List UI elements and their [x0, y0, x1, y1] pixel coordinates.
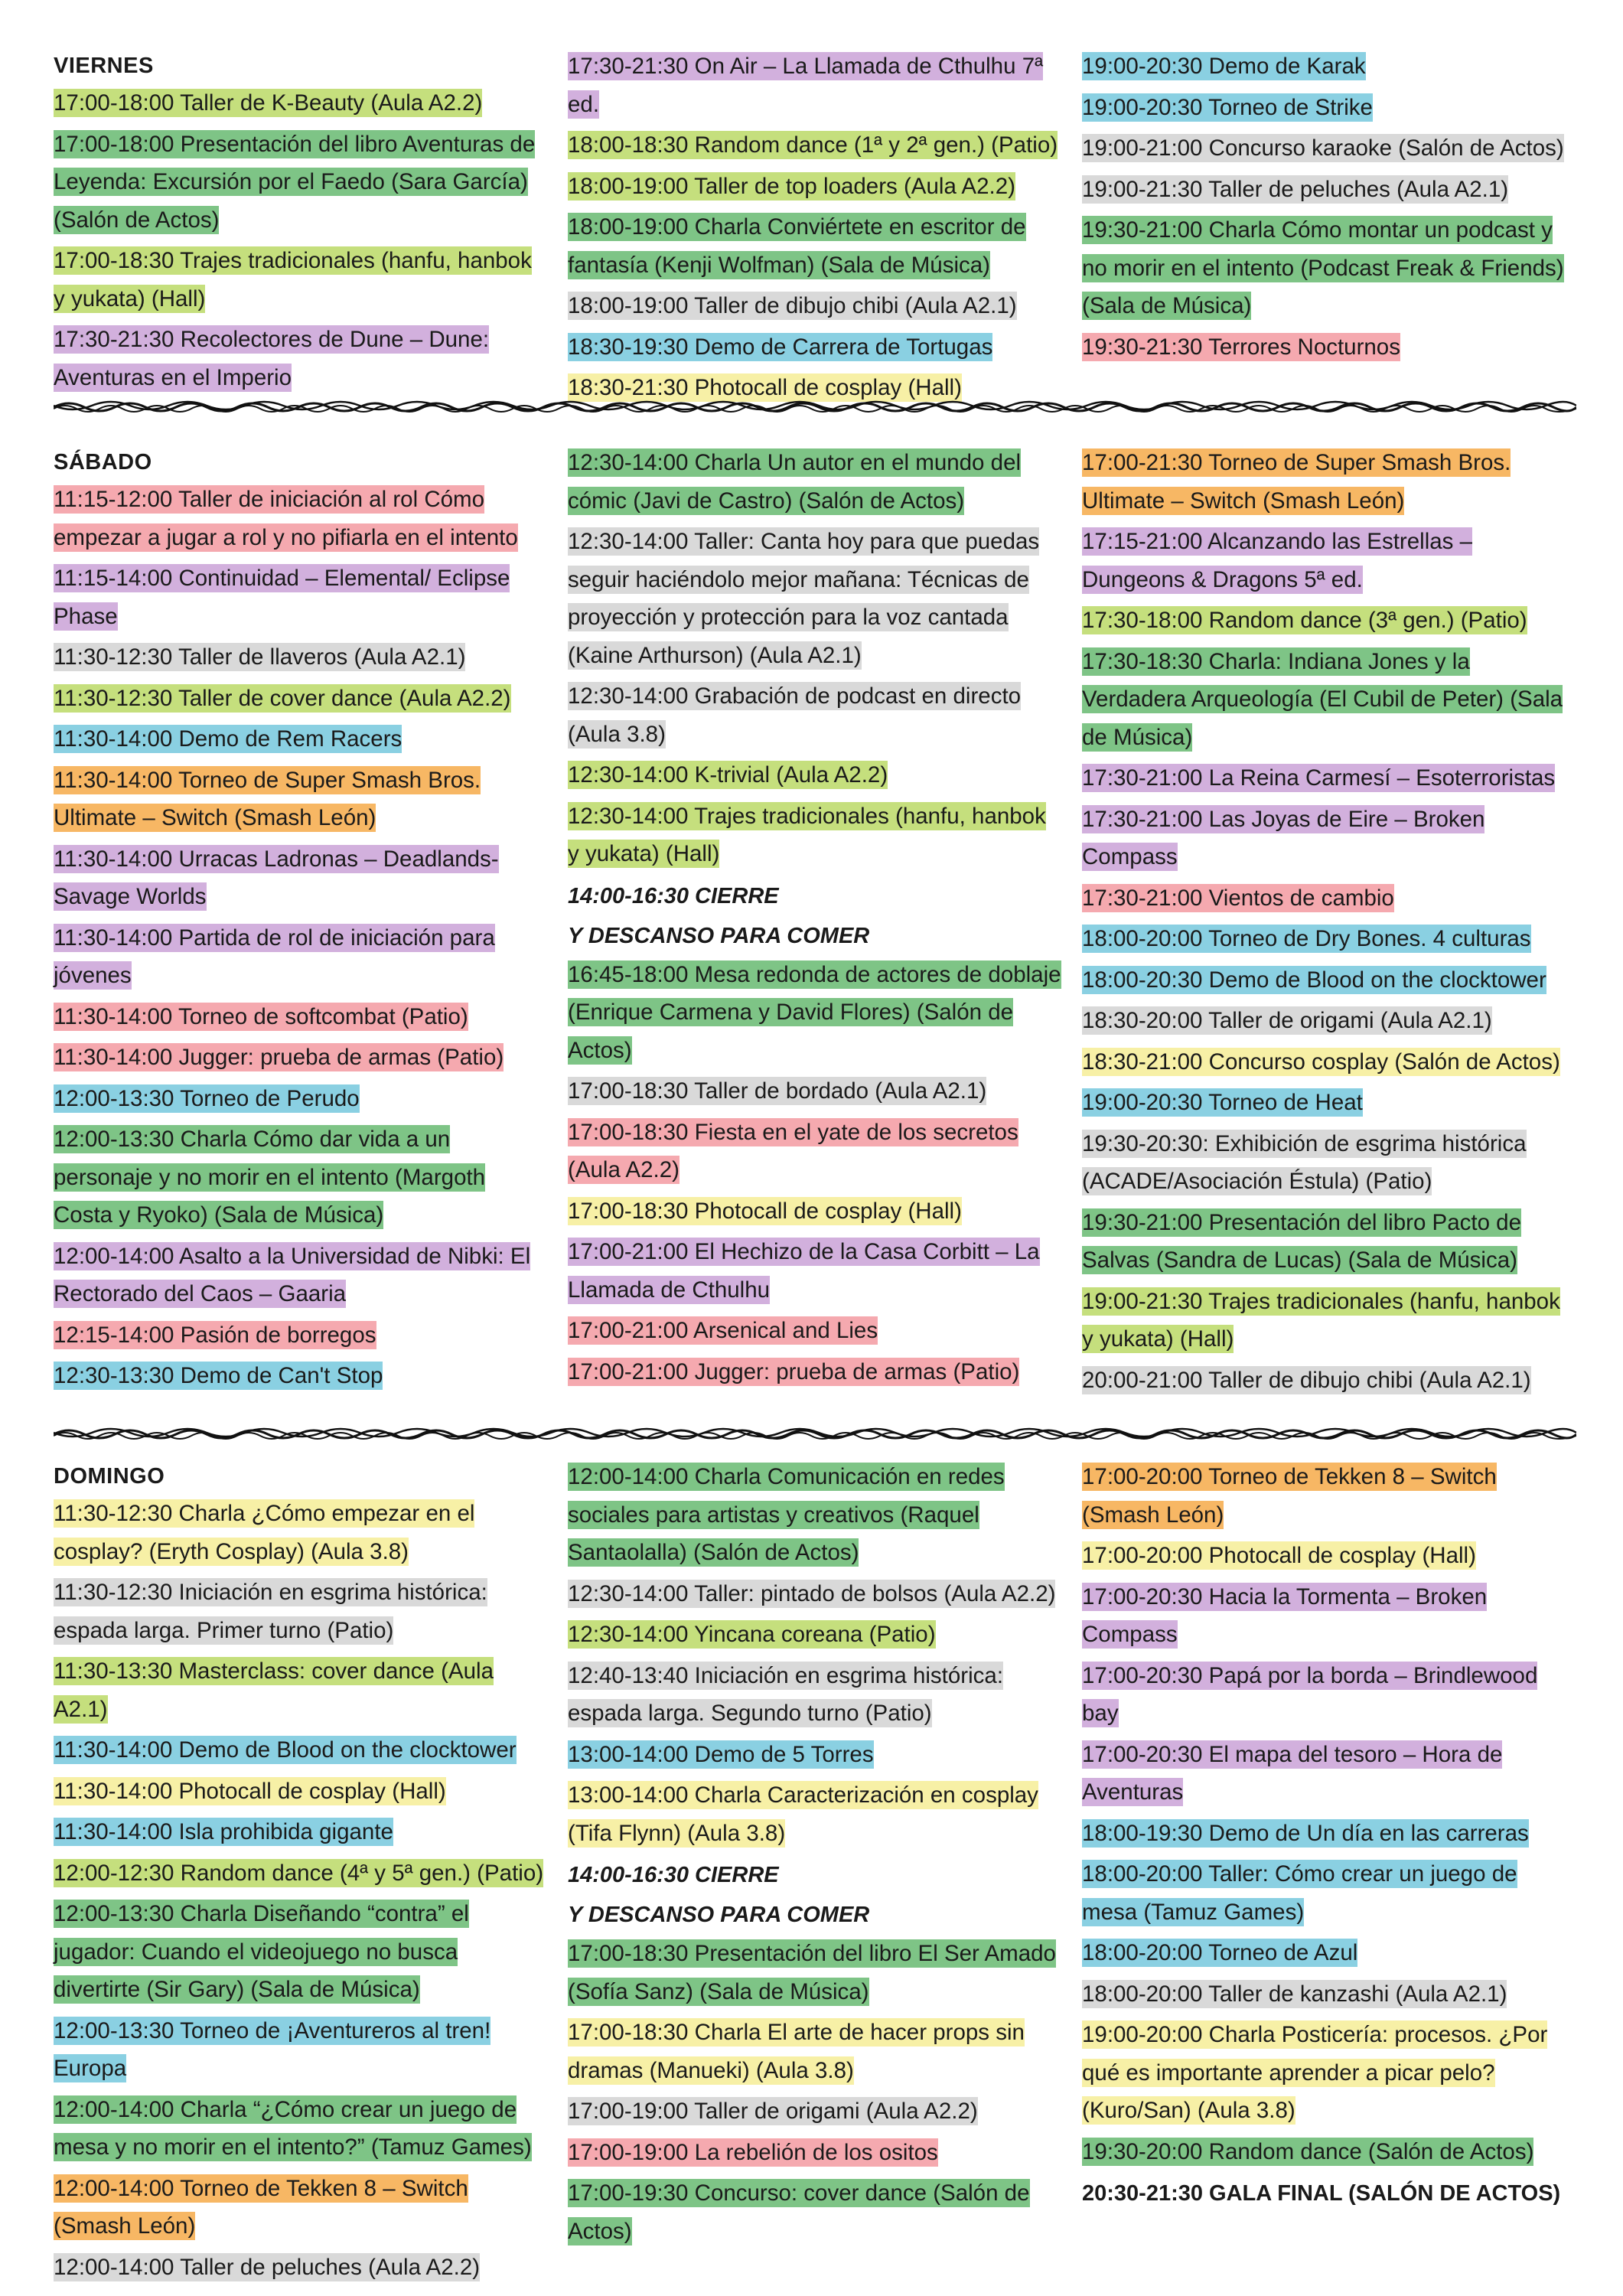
- schedule-event: [54, 126, 548, 240]
- saturday-col-3: [1082, 444, 1576, 1402]
- event-text: 11:30-14:00 Torneo de Super Smash Bros. Ultimate – Switch (Smash León): [54, 767, 481, 830]
- schedule-event: [54, 2091, 548, 2167]
- schedule-event: [1082, 1657, 1576, 1733]
- event-text: 17:30-21:30 On Air – La Llamada de Cthulhu 7ª ed.: [568, 54, 1044, 117]
- event-text: 17:00-18:30 Charla El arte de hacer props sin dramas (Manueki) (Aula 3.8): [568, 2020, 1025, 2083]
- event-text: 18:00-19:00 Charla Conviértete en escritor de fantasía (Kenji Wolfman) (Sala de Música): [568, 214, 1026, 278]
- schedule-event: [54, 680, 548, 718]
- sunday-section: [54, 1458, 1576, 2280]
- lunch-break-line-1: 14:00-16:30 CIERRE: [568, 883, 779, 908]
- event-text: 19:00-21:00 Concurso karaoke (Salón de Actos): [1082, 135, 1564, 161]
- event-text: 12:40-13:40 Iniciación en esgrima histórica: espada larga. Segundo turno (Patio): [568, 1662, 1004, 1726]
- wavy-divider: [54, 398, 1576, 416]
- event-text: 12:30-14:00 Grabación de podcast en directo (Aula 3.8): [568, 683, 1022, 747]
- schedule-event: [1082, 920, 1576, 958]
- lunch-break-notice: [568, 876, 1062, 956]
- schedule-event: [568, 444, 1062, 520]
- schedule-event: [568, 47, 1062, 123]
- schedule-event: [568, 1575, 1062, 1613]
- event-text: 19:00-20:00 Charla Posticería: procesos. ¿Por qué es importante aprender a picar pelo?(Kuro/San) (Aula 3.8): [1082, 2022, 1548, 2123]
- schedule-event: [54, 998, 548, 1036]
- event-text: 18:30-19:30 Demo de Carrera de Tortugas: [568, 334, 993, 360]
- event-text: 11:15-14:00 Continuidad – Elemental/ Eclipse Phase: [54, 566, 510, 629]
- schedule-event: [1082, 444, 1576, 520]
- event-text: 12:00-12:30 Random dance (4ª y 5ª gen.) (Patio): [54, 1860, 544, 1886]
- event-text: 11:30-14:00 Partida de rol de iniciación para jóvenes: [54, 925, 495, 988]
- schedule-event: [1082, 1736, 1576, 1812]
- schedule-event: [54, 1773, 548, 1811]
- schedule-event: [54, 1895, 548, 2009]
- event-text: 12:00-14:00 Charla Comunicación en redes sociales para artistas y creativos (Raquel Santaolalla) (Salón de Actos): [568, 1464, 1005, 1565]
- schedule-event: [54, 2170, 548, 2245]
- event-text: 17:00-20:30 El mapa del tesoro – Hora de Aventuras: [1082, 1741, 1503, 1805]
- schedule-event: [1082, 879, 1576, 918]
- event-text: 12:00-14:00 Charla “¿Cómo crear un juego de mesa y no morir en el intento?” (Tamuz Games): [54, 2096, 532, 2160]
- schedule-event: [1082, 801, 1576, 876]
- event-text: 12:15-14:00 Pasión de borregos: [54, 1322, 376, 1348]
- schedule-event: [54, 638, 548, 677]
- schedule-event: [54, 559, 548, 635]
- schedule-event: [1082, 961, 1576, 1000]
- schedule-event: [568, 168, 1062, 206]
- event-text: 17:00-19:00 La rebelión de los ositos: [568, 2139, 938, 2165]
- schedule-event: [568, 1616, 1062, 1654]
- event-text: 12:00-13:30 Torneo de Perudo: [54, 1085, 360, 1111]
- event-text: 12:30-14:00 Yincana coreana (Patio): [568, 1622, 936, 1647]
- event-text: 12:00-13:30 Charla Diseñando “contra” el jugador: Cuando el videojuego no busca divertirte (Sir Gary) (Sala de Música): [54, 1901, 469, 2002]
- lunch-break-notice: [568, 1855, 1062, 1935]
- schedule-event: [568, 956, 1062, 1070]
- event-text: 17:00-18:30 Trajes tradicionales (hanfu, hanbok y yukata) (Hall): [54, 248, 532, 311]
- event-text: 18:00-20:00 Torneo de Dry Bones. 4 culturas: [1082, 926, 1531, 951]
- schedule-event: [54, 1357, 548, 1395]
- schedule-event: [568, 2092, 1062, 2131]
- event-text: 18:00-19:00 Taller de dibujo chibi (Aula A2.1): [568, 293, 1017, 318]
- schedule-event: [568, 2174, 1062, 2250]
- event-text: 17:00-19:00 Taller de origami (Aula A2.2): [568, 2099, 978, 2124]
- saturday-col-1: [54, 444, 548, 1402]
- event-text: 17:00-20:00 Torneo de Tekken 8 – Switch (Smash León): [1082, 1464, 1497, 1528]
- event-text: 11:30-12:30 Taller de cover dance (Aula A2.2): [54, 685, 511, 711]
- friday-section: [54, 47, 1576, 400]
- schedule-event: [54, 2012, 548, 2088]
- schedule-event: [1082, 523, 1576, 598]
- event-text: 12:00-14:00 Taller de peluches (Aula A2.2): [54, 2254, 481, 2280]
- event-text: 18:30-21:00 Concurso cosplay (Salón de Actos): [1082, 1049, 1560, 1075]
- event-text: 17:00-21:00 El Hechizo de la Casa Corbitt – La Llamada de Cthulhu: [568, 1239, 1040, 1303]
- event-text: 11:30-14:00 Torneo de softcombat (Patio): [54, 1003, 468, 1029]
- schedule-event: [568, 1776, 1062, 1852]
- event-text: 17:00-20:30 Hacia la Tormenta – Broken Compass: [1082, 1583, 1488, 1647]
- lunch-break-line-2: Y DESCANSO PARA COMER: [568, 1903, 870, 1927]
- event-text: 11:30-14:00 Isla prohibida gigante: [54, 1819, 393, 1844]
- event-text: 11:30-14:00 Demo de Rem Racers: [54, 726, 402, 752]
- event-text: 18:00-19:30 Demo de Un día en las carreras: [1082, 1820, 1529, 1846]
- event-text: 19:30-21:00 Charla Cómo montar un podcast y no morir en el intento (Podcast Freak & Friends) (Sala de Música): [1082, 217, 1564, 318]
- schedule-event: [1082, 211, 1576, 325]
- schedule-event: [1082, 1975, 1576, 2014]
- event-text: 11:30-13:30 Masterclass: cover dance (Aula A2.1): [54, 1658, 494, 1722]
- schedule-event: [54, 481, 548, 556]
- event-text: 18:00-19:00 Taller de top loaders (Aula A2.2): [568, 173, 1015, 199]
- schedule-event: [568, 287, 1062, 325]
- schedule-event: [568, 2134, 1062, 2172]
- event-text: 12:00-13:30 Charla Cómo dar vida a un personaje y no morir en el intento (Margoth Costa y Ryoko) (Sala de Música): [54, 1127, 486, 1228]
- event-text: 17:00-20:30 Papá por la borda – Brindlewood bay: [1082, 1662, 1538, 1726]
- schedule-event: [1082, 1125, 1576, 1201]
- event-text: 18:00-20:00 Taller de kanzashi (Aula A2.1): [1082, 1981, 1507, 2007]
- event-text: 17:30-21:00 La Reina Carmesí – Esoterroristas: [1082, 765, 1556, 791]
- event-text: 19:30-21:30 Terrores Nocturnos: [1082, 334, 1400, 360]
- schedule-event: [568, 2014, 1062, 2089]
- schedule-event: [54, 919, 548, 995]
- event-text: 19:30-20:30: Exhibición de esgrima histórica (ACADE/Asociación Éstula) (Patio): [1082, 1130, 1527, 1194]
- event-text: 12:30-14:00 Trajes tradicionales (hanfu, hanbok y yukata) (Hall): [568, 803, 1046, 866]
- sunday-col-2: [568, 1458, 1062, 2289]
- event-text: 12:30-14:00 Charla Un autor en el mundo del cómic (Javi de Castro) (Salón de Actos): [568, 450, 1022, 514]
- schedule-event: [1082, 1084, 1576, 1122]
- day-title-friday: VIERNES: [54, 54, 154, 78]
- schedule-event: [1082, 1855, 1576, 1931]
- event-text: 17:00-18:00 Presentación del libro Aventuras de Leyenda: Excursión por el Faedo (Sara García) (Salón de Actos): [54, 131, 536, 233]
- day-title-saturday: SÁBADO: [54, 450, 152, 475]
- event-text: 17:00-18:30 Photocall de cosplay (Hall): [568, 1198, 962, 1224]
- schedule-event: [1082, 171, 1576, 209]
- event-text: 12:30-14:00 Taller: pintado de bolsos (Aula A2.2): [568, 1580, 1056, 1606]
- schedule-event: [568, 1233, 1062, 1309]
- event-text: 17:00-21:00 Jugger: prueba de armas (Patio): [568, 1358, 1020, 1384]
- lunch-break-line-2: Y DESCANSO PARA COMER: [568, 923, 870, 948]
- schedule-event: [568, 1353, 1062, 1391]
- schedule-event: [568, 756, 1062, 794]
- friday-col-1: [54, 47, 548, 410]
- schedule-event: [1082, 47, 1576, 86]
- schedule-event: [54, 840, 548, 916]
- schedule-event: [54, 1039, 548, 1077]
- event-text: 17:30-18:00 Random dance (3ª gen.) (Patio): [1082, 608, 1527, 633]
- final-gala: 20:30-21:30 GALA FINAL (SALÓN DE ACTOS): [1082, 2181, 1561, 2206]
- schedule-event: [568, 1072, 1062, 1110]
- schedule-event: [1082, 1362, 1576, 1400]
- event-text: 11:30-14:00 Jugger: prueba de armas (Patio): [54, 1045, 504, 1070]
- event-text: 12:00-13:30 Torneo de ¡Aventureros al tren! Europa: [54, 2017, 491, 2081]
- event-text: 11:30-14:00 Photocall de cosplay (Hall): [54, 1778, 446, 1804]
- schedule-event: [1082, 759, 1576, 797]
- event-text: 12:30-14:00 Taller: Canta hoy para que puedas seguir haciéndolo mejor mañana: Técnicas de proyección y protección para la voz cantada (Kaine Arthurson) (Aula A2.1): [568, 529, 1040, 668]
- schedule-event: [568, 523, 1062, 674]
- event-text: 17:00-18:00 Taller de K-Beauty (Aula A2.2): [54, 90, 483, 116]
- schedule-event: [54, 1652, 548, 1728]
- event-text: 19:00-20:30 Torneo de Strike: [1082, 94, 1373, 120]
- event-text: 12:30-13:30 Demo de Can't Stop: [54, 1363, 383, 1388]
- event-text: 18:00-20:00 Taller: Cómo crear un juego de mesa (Tamuz Games): [1082, 1861, 1517, 1925]
- schedule-event: [1082, 2133, 1576, 2171]
- schedule-event: [1082, 328, 1576, 367]
- event-text: 18:30-20:00 Taller de origami (Aula A2.1): [1082, 1008, 1492, 1033]
- event-text: 19:00-20:30 Demo de Karak: [1082, 54, 1366, 79]
- schedule-event: [54, 762, 548, 837]
- schedule-event: [1082, 1934, 1576, 1972]
- friday-col-3: [1082, 47, 1576, 410]
- schedule-event: [1082, 602, 1576, 640]
- event-text: 20:00-21:00 Taller de dibujo chibi (Aula A2.1): [1082, 1367, 1531, 1393]
- schedule-event: [1082, 643, 1576, 757]
- event-text: 18:30-21:30 Photocall de cosplay (Hall): [568, 375, 962, 400]
- event-text: 17:00-21:30 Torneo de Super Smash Bros. Ultimate – Switch (Smash León): [1082, 450, 1511, 514]
- event-text: 17:30-21:00 Las Joyas de Eire – Broken Compass: [1082, 806, 1485, 869]
- schedule-event: [54, 1813, 548, 1851]
- event-text: 12:00-14:00 Asalto a la Universidad de Nibki: El Rectorado del Caos – Gaaria: [54, 1243, 531, 1306]
- event-text: 16:45-18:00 Mesa redonda de actores de doblaje (Enrique Carmena y David Flores) (Salón de Actos): [568, 961, 1061, 1063]
- event-text: 11:30-12:30 Charla ¿Cómo empezar en el cosplay? (Eryth Cosplay) (Aula 3.8): [54, 1501, 475, 1564]
- schedule-event: [54, 321, 548, 396]
- schedule-event: [54, 1238, 548, 1313]
- event-text: 13:00-14:00 Charla Caracterización en cosplay (Tifa Flynn) (Aula 3.8): [568, 1782, 1038, 1846]
- event-text: 12:30-14:00 K-trivial (Aula A2.2): [568, 762, 888, 788]
- schedule-event: [1082, 129, 1576, 168]
- schedule-event: [568, 1935, 1062, 2011]
- event-text: 17:15-21:00 Alcanzando las Estrellas – Dungeons & Dragons 5ª ed.: [1082, 529, 1473, 592]
- friday-col-2: [568, 47, 1062, 410]
- event-text: 17:00-18:30 Taller de bordado (Aula A2.1): [568, 1078, 987, 1104]
- schedule-event: [1082, 1537, 1576, 1575]
- schedule-event: [54, 1316, 548, 1355]
- schedule-event: [54, 1731, 548, 1769]
- lunch-break-line-1: 14:00-16:30 CIERRE: [568, 1863, 779, 1887]
- schedule-event: [1082, 1002, 1576, 1040]
- event-text: 17:30-18:30 Charla: Indiana Jones y la Verdadera Arqueología (El Cubil de Peter) (Sala de Música): [1082, 648, 1563, 750]
- schedule-event: [568, 1736, 1062, 1774]
- schedule-event: [54, 84, 548, 122]
- schedule-event: [54, 1080, 548, 1118]
- event-text: 17:30-21:30 Recolectores de Dune – Dune: Aventuras en el Imperio: [54, 327, 490, 390]
- event-text: 17:30-21:00 Vientos de cambio: [1082, 885, 1394, 911]
- schedule-event: [568, 1458, 1062, 1572]
- event-text: 19:00-21:30 Taller de peluches (Aula A2.1): [1082, 176, 1509, 202]
- schedule-event: [568, 797, 1062, 873]
- event-text: 19:00-20:30 Torneo de Heat: [1082, 1090, 1363, 1115]
- event-text: 18:00-18:30 Random dance (1ª y 2ª gen.) (Patio): [568, 132, 1058, 158]
- day-title-sunday: DOMINGO: [54, 1464, 165, 1489]
- schedule-event: [54, 720, 548, 758]
- event-text: 18:00-20:00 Torneo de Azul: [1082, 1940, 1358, 1965]
- schedule-event: [568, 126, 1062, 165]
- schedule-event: [54, 2249, 548, 2287]
- event-text: 17:00-19:30 Concurso: cover dance (Salón de Actos): [568, 2180, 1030, 2244]
- event-text: 19:00-21:30 Trajes tradicionales (hanfu, hanbok y yukata) (Hall): [1082, 1288, 1560, 1352]
- event-text: 18:00-20:30 Demo de Blood on the clocktower: [1082, 967, 1546, 993]
- event-text: 11:30-12:30 Taller de llaveros (Aula A2.1): [54, 644, 466, 670]
- event-text: 11:30-12:30 Iniciación en esgrima histórica: espada larga. Primer turno (Patio): [54, 1580, 487, 1643]
- event-text: 11:15-12:00 Taller de iniciación al rol Cómo empezar a jugar a rol y no pifiarla en el intento: [54, 487, 518, 550]
- event-text: 11:30-14:00 Urracas Ladronas – Deadlands-Savage Worlds: [54, 846, 499, 909]
- event-text: 17:00-21:00 Arsenical and Lies: [568, 1318, 878, 1343]
- schedule-event: [568, 208, 1062, 284]
- event-text: 19:30-21:00 Presentación del libro Pacto de Salvas (Sandra de Lucas) (Sala de Música): [1082, 1209, 1521, 1273]
- event-text: 17:00-18:30 Fiesta en el yate de los secretos (Aula A2.2): [568, 1119, 1018, 1182]
- schedule-event: [1082, 89, 1576, 127]
- schedule-event: [54, 242, 548, 318]
- schedule-event: [568, 1192, 1062, 1231]
- schedule-event: [568, 1114, 1062, 1189]
- schedule-event: [568, 1657, 1062, 1733]
- sunday-col-1: [54, 1458, 548, 2289]
- schedule-event: [54, 1854, 548, 1893]
- schedule-event: [1082, 1578, 1576, 1654]
- schedule-event: [54, 1495, 548, 1570]
- event-text: 17:00-20:00 Photocall de cosplay (Hall): [1082, 1543, 1476, 1568]
- schedule-event: [1082, 1204, 1576, 1280]
- schedule-event: [1082, 2016, 1576, 2130]
- schedule-event: [1082, 1283, 1576, 1358]
- sunday-col-3: [1082, 1458, 1576, 2289]
- schedule-event: [568, 1312, 1062, 1350]
- schedule-event: [568, 328, 1062, 367]
- event-text: 12:00-14:00 Torneo de Tekken 8 – Switch (Smash León): [54, 2175, 468, 2239]
- event-text: 11:30-14:00 Demo de Blood on the clocktower: [54, 1737, 517, 1763]
- schedule-event: [568, 677, 1062, 753]
- schedule-event: [54, 1574, 548, 1649]
- saturday-section: [54, 444, 1576, 1416]
- event-text: 17:00-18:30 Presentación del libro El Ser Amado (Sofía Sanz) (Sala de Música): [568, 1941, 1056, 2004]
- schedule-event: [1082, 1815, 1576, 1853]
- schedule-event: [1082, 1458, 1576, 1534]
- schedule-event: [54, 1120, 548, 1234]
- event-text: 19:30-20:00 Random dance (Salón de Actos): [1082, 2138, 1534, 2164]
- saturday-col-2: [568, 444, 1062, 1402]
- wavy-divider: [54, 1425, 1576, 1443]
- schedule-event: [1082, 1043, 1576, 1081]
- event-text: 13:00-14:00 Demo de 5 Torres: [568, 1741, 874, 1767]
